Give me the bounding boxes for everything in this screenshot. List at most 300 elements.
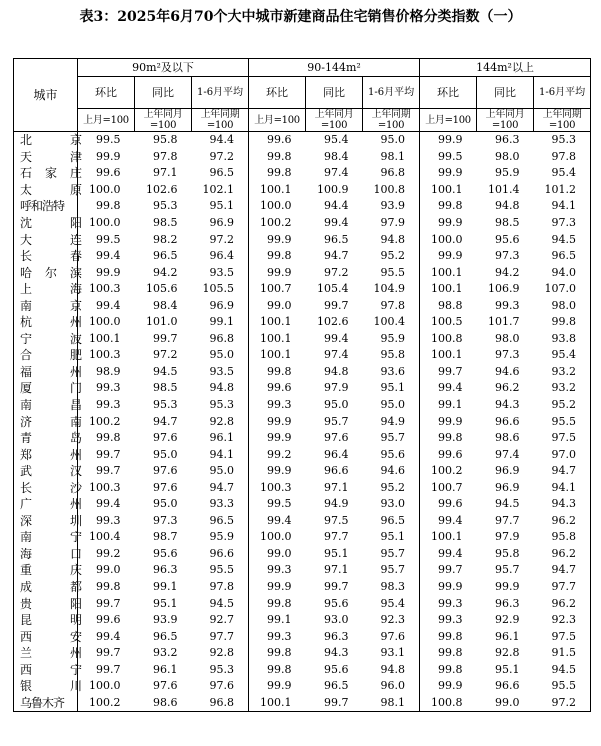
value-cell: 97.7: [192, 628, 249, 645]
city-name: 呼和浩特: [20, 199, 65, 214]
value-cell: 101.0: [146, 315, 178, 329]
value-cell: 97.8: [192, 579, 249, 596]
value-cell: 99.4: [96, 497, 121, 511]
value-cell: 95.6: [495, 232, 520, 246]
city-cell: [14, 562, 82, 579]
sub-header-cell: 同比: [306, 77, 363, 109]
value-cell: 95.5: [192, 562, 249, 579]
city-name: 武汉: [20, 464, 82, 479]
value-cell: 100.7: [431, 480, 463, 494]
city-cell: [14, 314, 82, 331]
sub-header-cell: 1-6月平均: [534, 77, 591, 109]
value-cell: 99.7: [96, 662, 121, 676]
value-cell: 97.2: [192, 231, 249, 248]
value-cell: 100.3: [89, 480, 121, 494]
sub-header-cell: 同比: [135, 77, 192, 109]
city-cell: [14, 595, 82, 612]
value-cell: 105.4: [317, 282, 349, 296]
city-cell: [14, 331, 82, 348]
city-name: 天津: [20, 149, 82, 164]
value-cell: 92.7: [192, 612, 249, 629]
value-cell: 96.4: [192, 248, 249, 265]
base-header-cell: 上年同月=100: [477, 109, 534, 132]
value-cell: 99.4: [438, 513, 463, 527]
base-header-cell: 上年同期=100: [192, 109, 249, 132]
value-cell: 99.9: [438, 249, 463, 263]
value-cell: 96.5: [153, 249, 178, 263]
value-cell: 96.6: [495, 414, 520, 428]
value-cell: 98.6: [495, 431, 520, 445]
value-cell: 95.8: [363, 347, 420, 364]
value-cell: 99.1: [438, 398, 463, 412]
value-cell: 93.9: [363, 198, 420, 215]
value-cell: 94.5: [495, 497, 520, 511]
value-cell: 99.8: [438, 646, 463, 660]
value-cell: 99.9: [267, 464, 292, 478]
value-cell: 99.8: [267, 662, 292, 676]
value-cell: 97.1: [324, 563, 349, 577]
value-cell: 95.6: [324, 596, 349, 610]
city-cell: [14, 662, 82, 679]
value-cell: 99.9: [495, 580, 520, 594]
value-cell: 100.4: [89, 530, 121, 544]
value-cell: 95.1: [153, 596, 178, 610]
value-cell: 106.9: [488, 282, 520, 296]
value-cell: 98.4: [324, 149, 349, 163]
value-cell: 97.7: [551, 580, 577, 594]
base-header-cell: 上月=100: [249, 109, 306, 132]
base-header-cell: 上月=100: [420, 109, 477, 132]
value-cell: 100.8: [363, 182, 420, 199]
city-name: 南京: [20, 298, 82, 313]
table-row: [14, 264, 591, 281]
value-cell: 99.7: [306, 695, 363, 712]
value-cell: 97.2: [324, 265, 349, 279]
value-cell: 99.3: [495, 298, 520, 312]
value-cell: 98.0: [495, 149, 520, 163]
value-cell: 99.5: [96, 133, 121, 147]
value-cell: 98.3: [363, 579, 420, 596]
value-cell: 94.9: [363, 413, 420, 430]
table-row: [14, 331, 591, 348]
value-cell: 99.8: [267, 646, 292, 660]
value-cell: 102.6: [146, 182, 178, 196]
table-row: [14, 149, 591, 166]
value-cell: 96.2: [551, 513, 577, 527]
value-cell: 97.8: [551, 149, 577, 163]
value-cell: 96.2: [551, 596, 577, 610]
base-header-cell: 上月=100: [78, 109, 135, 132]
value-cell: 100.8: [420, 695, 477, 712]
value-cell: 99.7: [438, 364, 463, 378]
value-cell: 95.3: [192, 397, 249, 414]
value-cell: 94.2: [153, 265, 178, 279]
value-cell: 95.3: [551, 133, 577, 147]
table-row: [14, 380, 591, 397]
value-cell: 99.6: [96, 166, 121, 180]
value-cell: 99.5: [267, 497, 292, 511]
value-cell: 95.2: [363, 248, 420, 265]
value-cell: 98.2: [153, 232, 178, 246]
value-cell: 97.3: [495, 249, 520, 263]
value-cell: 96.9: [495, 480, 520, 494]
table-row: [14, 347, 591, 364]
value-cell: 96.1: [192, 430, 249, 447]
city-name: 合肥: [20, 348, 82, 363]
city-cell: [14, 397, 82, 414]
value-cell: 100.0: [431, 232, 463, 246]
value-cell: 95.6: [324, 662, 349, 676]
value-cell: 97.5: [551, 431, 577, 445]
value-cell: 99.9: [96, 265, 121, 279]
value-cell: 94.2: [495, 265, 520, 279]
value-cell: 99.0: [267, 298, 292, 312]
table-row: [14, 513, 591, 530]
value-cell: 96.5: [153, 629, 178, 643]
value-cell: 95.9: [495, 166, 520, 180]
value-cell: 96.3: [324, 629, 349, 643]
table-row: [14, 662, 591, 679]
value-cell: 97.6: [192, 678, 249, 695]
value-cell: 95.3: [153, 398, 178, 412]
value-cell: 96.6: [324, 464, 349, 478]
value-cell: 100.3: [260, 480, 292, 494]
city-name: 成都: [20, 580, 82, 595]
value-cell: 99.8: [438, 629, 463, 643]
value-cell: 94.3: [324, 646, 349, 660]
value-cell: 92.3: [551, 613, 577, 627]
table-row: [14, 695, 591, 712]
city-cell: [14, 479, 82, 496]
value-cell: 99.9: [267, 580, 292, 594]
table-row: [14, 297, 591, 314]
city-cell: [14, 529, 82, 546]
value-cell: 99.6: [267, 381, 292, 395]
value-cell: 95.7: [324, 414, 349, 428]
value-cell: 99.3: [96, 398, 121, 412]
value-cell: 99.4: [267, 513, 292, 527]
city-name: 广州: [20, 497, 82, 512]
value-cell: 100.0: [89, 216, 121, 229]
sub-header-cell: 环比: [78, 77, 135, 109]
value-cell: 93.1: [363, 645, 420, 662]
city-cell: [14, 149, 82, 166]
city-name: 海口: [20, 546, 82, 561]
value-cell: 95.8: [153, 133, 178, 147]
value-cell: 95.1: [192, 198, 249, 215]
value-cell: 97.5: [551, 629, 577, 643]
value-cell: 96.9: [192, 215, 249, 232]
value-cell: 99.5: [96, 232, 121, 246]
city-cell: [14, 463, 82, 480]
value-cell: 96.8: [192, 695, 249, 712]
value-cell: 95.5: [551, 414, 577, 428]
city-name: 乌鲁木齐: [20, 695, 65, 710]
value-cell: 100.5: [431, 315, 463, 329]
value-cell: 100.3: [89, 348, 121, 362]
city-cell: [14, 165, 82, 182]
table-row: [14, 612, 591, 629]
sub-header-cell: 1-6月平均: [192, 77, 249, 109]
value-cell: 99.3: [96, 381, 121, 395]
value-cell: 99.8: [551, 315, 577, 329]
value-cell: 94.8: [324, 364, 349, 378]
city-name: 银川: [20, 679, 82, 694]
value-cell: 98.4: [153, 298, 178, 312]
city-cell: [14, 612, 82, 629]
value-cell: 95.4: [363, 595, 420, 612]
value-cell: 100.2: [260, 216, 292, 229]
value-cell: 95.0: [192, 463, 249, 480]
table-body: [14, 132, 591, 712]
value-cell: 95.9: [192, 529, 249, 546]
value-cell: 99.2: [267, 447, 292, 461]
value-cell: 98.6: [135, 695, 192, 712]
sub-header-cell: 环比: [420, 77, 477, 109]
city-cell: [14, 645, 82, 662]
value-cell: 99.8: [96, 199, 121, 213]
value-cell: 100.1: [89, 331, 121, 345]
value-cell: 93.0: [363, 496, 420, 513]
value-cell: 104.9: [363, 281, 420, 298]
value-cell: 100.1: [249, 695, 306, 712]
group-header-medium: 90-144m²: [249, 59, 420, 77]
value-cell: 96.2: [495, 381, 520, 395]
value-cell: 95.7: [363, 430, 420, 447]
sub-header-cell: 环比: [249, 77, 306, 109]
group-header-large: 144m²以上: [420, 59, 591, 77]
city-name: 石家庄: [20, 166, 82, 181]
value-cell: 94.8: [495, 199, 520, 213]
table-row: [14, 182, 591, 199]
value-cell: 99.6: [96, 613, 121, 627]
value-cell: 94.4: [192, 132, 249, 149]
value-cell: 97.5: [324, 513, 349, 527]
value-cell: 99.7: [324, 580, 349, 594]
city-name: 长春: [20, 249, 82, 264]
value-cell: 99.0: [267, 546, 292, 560]
value-cell: 98.9: [96, 364, 121, 378]
value-cell: 97.1: [153, 166, 178, 180]
value-cell: 100.0: [89, 182, 121, 196]
value-cell: 96.5: [551, 249, 577, 263]
value-cell: 102.6: [317, 315, 349, 329]
value-cell: 94.1: [192, 446, 249, 463]
value-cell: 99.8: [267, 596, 292, 610]
value-cell: 99.9: [267, 414, 292, 428]
value-cell: 96.6: [192, 546, 249, 563]
value-cell: 99.9: [96, 149, 121, 163]
value-cell: 94.0: [551, 265, 577, 279]
value-cell: 95.0: [363, 397, 420, 414]
value-cell: 93.9: [153, 613, 178, 627]
city-name: 北京: [20, 133, 82, 148]
price-index-table-wrapper: [13, 58, 590, 712]
value-cell: 95.1: [363, 529, 420, 546]
table-row: [14, 165, 591, 182]
value-cell: 96.5: [363, 513, 420, 530]
table-row: [14, 479, 591, 496]
city-name: 长沙: [20, 480, 82, 495]
value-cell: 99.9: [267, 265, 292, 279]
value-cell: 97.3: [153, 513, 178, 527]
value-cell: 95.0: [153, 497, 178, 511]
value-cell: 99.8: [96, 431, 121, 445]
table-header: [14, 59, 591, 132]
table-row: [14, 529, 591, 546]
value-cell: 96.5: [192, 513, 249, 530]
value-cell: 94.1: [551, 480, 577, 494]
value-cell: 96.1: [153, 662, 178, 676]
table-row: [14, 546, 591, 563]
city-name: 南昌: [20, 398, 82, 413]
city-cell: [14, 430, 82, 447]
value-cell: 93.2: [551, 381, 577, 395]
city-name: 西宁: [20, 662, 82, 677]
value-cell: 96.8: [363, 165, 420, 182]
value-cell: 99.4: [96, 298, 121, 312]
value-cell: 95.0: [324, 398, 349, 412]
value-cell: 101.2: [544, 182, 577, 196]
value-cell: 96.3: [495, 596, 520, 610]
value-cell: 100.3: [89, 282, 121, 296]
city-cell: [14, 579, 82, 596]
value-cell: 97.4: [324, 166, 349, 180]
value-cell: 100.0: [89, 679, 121, 693]
city-cell: [14, 413, 82, 430]
value-cell: 99.9: [438, 414, 463, 428]
table-row: [14, 463, 591, 480]
value-cell: 100.1: [431, 530, 463, 544]
value-cell: 99.3: [267, 563, 292, 577]
value-cell: 99.4: [438, 546, 463, 560]
value-cell: 95.6: [153, 546, 178, 560]
table-row: [14, 628, 591, 645]
value-cell: 100.1: [260, 315, 292, 329]
value-cell: 94.7: [153, 414, 178, 428]
value-cell: 99.8: [267, 249, 292, 263]
value-cell: 94.8: [363, 662, 420, 679]
city-cell: [14, 380, 82, 397]
table-row: [14, 579, 591, 596]
city-cell: [14, 364, 82, 381]
value-cell: 96.3: [153, 563, 178, 577]
city-cell: [14, 198, 78, 215]
value-cell: 99.8: [267, 149, 292, 163]
table-row: [14, 132, 591, 149]
value-cell: 99.9: [438, 679, 463, 693]
city-cell: [14, 446, 82, 463]
value-cell: 99.9: [438, 166, 463, 180]
table-row: [14, 281, 591, 298]
value-cell: 95.0: [363, 132, 420, 149]
city-name: 重庆: [20, 563, 82, 578]
value-cell: 97.8: [153, 149, 178, 163]
price-index-table: [13, 58, 591, 712]
value-cell: 99.8: [267, 166, 292, 180]
value-cell: 99.4: [96, 249, 121, 263]
value-cell: 97.9: [495, 530, 520, 544]
base-header-cell: 上年同期=100: [534, 109, 591, 132]
value-cell: 99.5: [438, 149, 463, 163]
table-row: [14, 446, 591, 463]
value-cell: 100.4: [363, 314, 420, 331]
value-cell: 94.6: [363, 463, 420, 480]
value-cell: 100.9: [317, 182, 349, 196]
value-cell: 92.3: [363, 612, 420, 629]
value-cell: 99.7: [96, 596, 121, 610]
value-cell: 97.9: [324, 381, 349, 395]
value-cell: 101.7: [488, 315, 520, 329]
base-header-cell: 上年同月=100: [306, 109, 363, 132]
value-cell: 105.5: [192, 281, 249, 298]
value-cell: 97.6: [153, 431, 178, 445]
value-cell: 95.2: [551, 398, 577, 412]
table-row: [14, 496, 591, 513]
city-cell: [14, 513, 82, 530]
value-cell: 95.3: [153, 199, 178, 213]
value-cell: 93.2: [153, 646, 178, 660]
value-cell: 92.8: [495, 646, 520, 660]
value-cell: 96.5: [324, 679, 349, 693]
value-cell: 100.1: [431, 265, 463, 279]
value-cell: 95.4: [551, 348, 577, 362]
value-cell: 99.3: [96, 513, 121, 527]
value-cell: 98.5: [153, 381, 178, 395]
city-name: 深圳: [20, 513, 82, 528]
value-cell: 94.5: [153, 364, 178, 378]
value-cell: 99.9: [438, 133, 463, 147]
value-cell: 99.7: [153, 331, 178, 345]
value-cell: 99.8: [438, 431, 463, 445]
value-cell: 99.3: [438, 596, 463, 610]
city-cell: [14, 264, 82, 281]
sub-header-cell: 1-6月平均: [363, 77, 420, 109]
table-row: [14, 595, 591, 612]
value-cell: 96.9: [495, 464, 520, 478]
table-row: [14, 397, 591, 414]
city-name: 青岛: [20, 431, 82, 446]
value-cell: 97.2: [534, 695, 591, 712]
value-cell: 95.4: [324, 133, 349, 147]
value-cell: 97.7: [324, 530, 349, 544]
table-row: [14, 413, 591, 430]
value-cell: 99.0: [96, 563, 121, 577]
value-cell: 97.6: [324, 431, 349, 445]
city-name: 哈尔滨: [20, 265, 82, 280]
sub-header-cell: 同比: [477, 77, 534, 109]
city-name: 宁波: [20, 331, 82, 346]
value-cell: 94.4: [324, 199, 349, 213]
value-cell: 97.6: [153, 679, 178, 693]
value-cell: 95.9: [363, 331, 420, 348]
value-cell: 97.1: [324, 480, 349, 494]
city-cell: [14, 248, 82, 265]
value-cell: 93.6: [363, 364, 420, 381]
value-cell: 97.6: [153, 464, 178, 478]
city-name: 济南: [20, 414, 82, 429]
table-row: [14, 248, 591, 265]
value-cell: 95.6: [363, 446, 420, 463]
value-cell: 100.2: [431, 464, 463, 478]
value-cell: 99.1: [267, 613, 292, 627]
value-cell: 100.1: [431, 282, 463, 296]
value-cell: 99.8: [267, 364, 292, 378]
city-name: 郑州: [20, 447, 82, 462]
value-cell: 96.6: [495, 679, 520, 693]
city-name: 福州: [20, 364, 82, 379]
value-cell: 97.6: [153, 480, 178, 494]
